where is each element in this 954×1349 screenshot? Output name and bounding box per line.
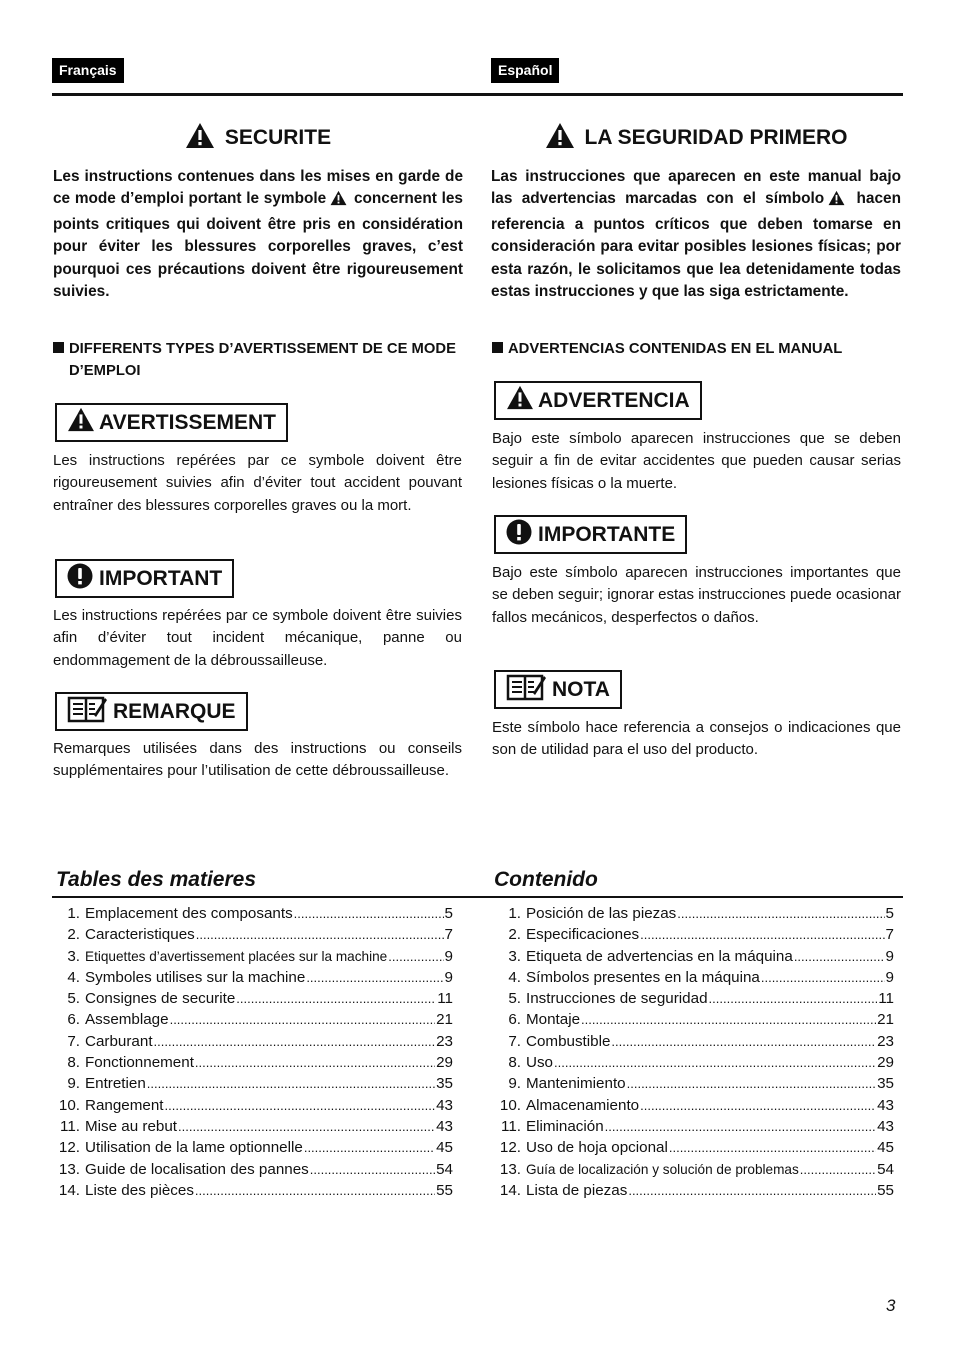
note-label-box	[55, 692, 248, 731]
important-label-text: IMPORTANTE	[538, 522, 676, 546]
exclamation-circle-icon	[67, 563, 93, 595]
toc-entry	[53, 990, 453, 1011]
warning-triangle-icon	[828, 190, 845, 213]
toc-entry-label: Emplacement des composants	[85, 905, 293, 922]
toc-entry-page: 54	[877, 1160, 894, 1178]
notebook-icon	[506, 673, 546, 707]
toc-entry-number: 4.	[508, 968, 521, 986]
toc-entry	[53, 1139, 453, 1160]
toc-entry-number: 7.	[67, 1032, 80, 1050]
toc-entry-page: 21	[877, 1011, 894, 1029]
toc-entry	[494, 1054, 894, 1075]
toc-entry-page: 43	[877, 1096, 894, 1114]
toc-entry	[494, 948, 894, 969]
note-description: Remarques utilisées dans des instructions ou conseils supplémentaires pour l’utilisation de cette débroussailleuse.	[53, 740, 462, 780]
toc-leader-dots	[154, 1034, 436, 1049]
toc-entry	[53, 1075, 453, 1096]
toc-entry	[53, 1054, 453, 1075]
toc-entry	[53, 905, 453, 926]
toc-entry-number: 12.	[58, 1139, 80, 1157]
toc-leader-dots	[611, 1034, 876, 1049]
toc-entry-page: 45	[436, 1139, 453, 1157]
toc-leader-dots	[388, 949, 443, 964]
toc-entry	[494, 1139, 894, 1160]
toc-entry	[53, 969, 453, 990]
toc-leader-dots	[236, 991, 436, 1006]
toc-leader-dots	[709, 991, 878, 1006]
toc-entry	[53, 1097, 453, 1118]
warning-label-text: ADVERTENCIA	[538, 388, 690, 412]
toc-entry-label: Eliminación	[526, 1117, 604, 1135]
important-description: Les instructions repérées par ce symbole doivent être suivies afin d’éviter tout incident mécanique, panne ou endommagement de la débroussailleuse.	[53, 607, 462, 669]
toc-entry-page: 11	[878, 990, 894, 1008]
toc-entry-number: 5.	[67, 990, 80, 1008]
safety-intro	[53, 166, 463, 303]
toc-entry-number: 1.	[508, 905, 521, 922]
toc-entry-number: 8.	[67, 1054, 80, 1072]
toc-entry-label: Caracteristiques	[85, 926, 195, 944]
note-label-text: REMARQUE	[113, 699, 236, 723]
toc-entry-label: Mantenimiento	[526, 1075, 626, 1093]
toc-entry-label: Lista de piezas	[526, 1181, 628, 1199]
toc-entry-number: 2.	[508, 926, 521, 944]
toc-entry-label: Rangement	[85, 1096, 164, 1114]
toc-entry	[53, 926, 453, 947]
notebook-icon	[67, 695, 107, 729]
toc-leader-dots	[627, 1076, 876, 1091]
exclamation-circle-icon	[506, 519, 532, 551]
note-description: Este símbolo hace referencia a consejos o indicaciones que son de utilidad para el uso del producto.	[492, 719, 901, 759]
toc-entry-page: 7	[885, 926, 894, 944]
toc-entry	[53, 1011, 453, 1032]
warning-triangle-icon	[330, 190, 347, 213]
language-tag-spanish: Español	[491, 58, 559, 83]
warning-triangle-icon	[67, 407, 95, 438]
toc-entry	[53, 1118, 453, 1139]
warning-description: Les instructions repérées par ce symbole doivent être rigoureusement suivies afin d’éviter tout accident pouvant entraîner des blessures corporelles graves ou la mort.	[53, 452, 462, 514]
toc-leader-dots	[304, 1140, 435, 1155]
safety-section-title-text: LA SEGURIDAD PRIMERO	[584, 126, 848, 149]
toc-entry-page: 35	[877, 1075, 894, 1093]
toc-entry-number: 6.	[67, 1011, 80, 1029]
toc-entry-page: 35	[436, 1075, 453, 1093]
toc-entry-label: Símbolos presentes en la máquina	[526, 968, 760, 986]
toc-entry-number: 12.	[499, 1139, 521, 1157]
toc-title-spanish: Contenido	[494, 868, 598, 891]
toc-entry-label: Posición de las piezas	[526, 905, 677, 922]
safety-intro-text-1: Les instructions contenues dans les mises en garde de ce mode d’emploi portant le symbole	[53, 168, 463, 208]
toc-entry-label: Entretien	[85, 1075, 146, 1093]
toc-entry-page: 45	[877, 1139, 894, 1157]
french-column	[53, 96, 463, 303]
toc-entry-page: 43	[436, 1117, 453, 1135]
toc-entry-number: 10.	[58, 1096, 80, 1114]
toc-entry-page: 43	[877, 1117, 894, 1135]
toc-entry-number: 14.	[58, 1181, 80, 1199]
toc-entry-label: Instrucciones de seguridad	[526, 990, 708, 1008]
toc-entry-number: 5.	[508, 990, 521, 1008]
toc-entry-number: 10.	[499, 1096, 521, 1114]
toc-leader-dots	[794, 949, 885, 964]
toc-entry-page: 9	[444, 947, 453, 965]
toc-entry-page: 9	[885, 947, 894, 965]
page-number: 3	[886, 1296, 896, 1315]
toc-entry-page: 21	[436, 1011, 453, 1029]
toc-entry-number: 13.	[499, 1160, 521, 1178]
toc-leader-dots	[669, 1140, 876, 1155]
toc-entry-page: 43	[436, 1096, 453, 1114]
toc-entry-page: 55	[436, 1181, 453, 1199]
important-description: Bajo este símbolo aparecen instrucciones importantes que se deben seguir; ignorar estas instrucciones puede ocasionar fallos mecánicos, desperfectos o daños.	[492, 564, 901, 626]
toc-entry-label: Combustible	[526, 1032, 611, 1050]
toc-leader-dots	[310, 1162, 435, 1177]
toc-entry	[494, 1097, 894, 1118]
toc-entry	[494, 905, 894, 926]
safety-intro	[491, 166, 901, 303]
toc-entry-label: Liste des pièces	[85, 1181, 194, 1199]
toc-entry-number: 11.	[501, 1117, 521, 1135]
important-label-text: IMPORTANT	[99, 566, 223, 590]
warning-types-subheading: DIFFERENTS TYPES D’AVERTISSEMENT DE CE MODE D’EMPLOI	[53, 338, 463, 382]
toc-entry-page: 23	[436, 1032, 453, 1050]
toc-entry-page: 29	[877, 1054, 894, 1072]
toc-entry-number: 3.	[67, 947, 80, 965]
toc-entry-number: 9.	[508, 1075, 521, 1093]
toc-entry	[494, 926, 894, 947]
language-tag-french: Français	[52, 58, 124, 83]
toc-entry	[494, 990, 894, 1011]
toc-leader-dots	[170, 1012, 436, 1027]
toc-entry	[494, 1033, 894, 1054]
safety-intro-text-1: Las instrucciones que aparecen en este manual bajo las advertencias marcadas con el símbolo	[491, 168, 901, 208]
warning-label-box	[55, 403, 288, 442]
toc-rule	[52, 896, 903, 898]
toc-entry-page: 5	[885, 905, 894, 922]
toc-entry-number: 13.	[58, 1160, 80, 1178]
note-label-text: NOTA	[552, 677, 610, 701]
safety-intro-text-2: concernent les points critiques qui doivent être pris en considération pour éviter les blessures corporelles graves, c’est pourquoi ces précautions doivent être rigoureusement suivies.	[53, 190, 463, 301]
toc-entry-number: 14.	[499, 1181, 521, 1199]
warning-triangle-icon	[185, 122, 215, 155]
toc-leader-dots	[640, 1098, 876, 1113]
toc-entry-label: Guía de localización y solución de problemas	[526, 1161, 799, 1177]
toc-entry-page: 7	[444, 926, 453, 944]
toc-entry-label: Mise au rebut	[85, 1117, 178, 1135]
toc-entry	[53, 1161, 453, 1182]
toc-entry	[494, 1161, 894, 1182]
toc-leader-dots	[178, 1119, 435, 1134]
square-bullet-icon	[53, 342, 64, 353]
toc-leader-dots	[147, 1076, 435, 1091]
toc-entry-label: Assemblage	[85, 1011, 169, 1029]
toc-entry	[494, 969, 894, 990]
toc-entry	[53, 1182, 453, 1203]
toc-entry-page: 11	[437, 990, 453, 1008]
warning-description: Bajo este símbolo aparecen instrucciones que se deben seguir a fin de evitar accidentes que pueden causar serias lesiones físicas o la muerte.	[492, 430, 901, 492]
toc-entry-number: 7.	[508, 1032, 521, 1050]
toc-leader-dots	[605, 1119, 876, 1134]
warning-label-box	[494, 381, 702, 420]
toc-entry-page: 54	[436, 1160, 453, 1178]
toc-leader-dots	[581, 1012, 876, 1027]
warning-triangle-icon	[506, 385, 534, 416]
toc-leader-dots	[294, 906, 444, 921]
toc-entry-page: 23	[877, 1032, 894, 1050]
warning-label-text: AVERTISSEMENT	[99, 410, 276, 434]
toc-leader-dots	[195, 1183, 435, 1198]
toc-leader-dots	[640, 927, 884, 942]
toc-entry-page: 55	[877, 1181, 894, 1199]
toc-list-french	[53, 905, 453, 1203]
warning-types-subheading: ADVERTENCIAS CONTENIDAS EN EL MANUAL	[492, 338, 918, 360]
toc-leader-dots	[677, 906, 884, 921]
toc-entry-label: Almacenamiento	[526, 1096, 640, 1114]
toc-leader-dots	[306, 970, 443, 985]
toc-entry-page: 9	[444, 968, 453, 986]
toc-entry-label: Etiqueta de advertencias en la máquina	[526, 947, 793, 965]
toc-entry-number: 1.	[67, 905, 80, 922]
toc-entry-label: Guide de localisation des pannes	[85, 1160, 309, 1178]
toc-entry-number: 6.	[508, 1011, 521, 1029]
important-label-box	[55, 559, 234, 598]
safety-section-title	[53, 118, 463, 158]
toc-entry-page: 29	[436, 1054, 453, 1072]
toc-entry-number: 4.	[67, 968, 80, 986]
safety-intro-text-2: hacen referencia a puntos críticos que deben tomarse en consideración para evitar posibles lesiones físicas; por esta razón, le solicitamos que lea detenidamente todas estas instrucciones y que las siga estrictamente.	[491, 190, 901, 301]
warning-triangle-icon	[545, 122, 575, 155]
toc-entry-label: Especificaciones	[526, 926, 640, 944]
toc-entry-number: 8.	[508, 1054, 521, 1072]
toc-entry-label: Montaje	[526, 1011, 581, 1029]
toc-title-french: Tables des matieres	[56, 868, 256, 891]
toc-entry-number: 2.	[67, 926, 80, 944]
toc-leader-dots	[165, 1098, 436, 1113]
toc-entry-page: 9	[885, 968, 894, 986]
toc-entry-page: 5	[444, 905, 453, 922]
toc-entry	[494, 1118, 894, 1139]
toc-entry-label: Uso de hoja opcional	[526, 1139, 668, 1157]
toc-entry	[53, 948, 453, 969]
square-bullet-icon	[492, 342, 503, 353]
toc-entry-label: Fonctionnement	[85, 1054, 194, 1072]
toc-entry-label: Symboles utilises sur la machine	[85, 968, 306, 986]
toc-entry-label: Utilisation de la lame optionnelle	[85, 1139, 303, 1157]
toc-entry-label: Etiquettes d’avertissement placées sur la machine	[85, 948, 388, 964]
important-label-box	[494, 515, 687, 554]
toc-entry	[494, 1011, 894, 1032]
toc-leader-dots	[628, 1183, 876, 1198]
toc-entry-label: Uso	[526, 1054, 554, 1072]
toc-entry-number: 3.	[508, 947, 521, 965]
safety-section-title-text: SECURITE	[224, 126, 332, 149]
toc-leader-dots	[195, 1055, 435, 1070]
toc-leader-dots	[196, 927, 444, 942]
toc-entry-label: Carburant	[85, 1032, 153, 1050]
toc-list-spanish	[494, 905, 894, 1203]
toc-entry-label: Consignes de securite	[85, 990, 236, 1008]
toc-entry-number: 9.	[67, 1075, 80, 1093]
toc-leader-dots	[761, 970, 885, 985]
toc-entry-number: 11.	[60, 1117, 80, 1135]
toc-leader-dots	[800, 1162, 876, 1177]
toc-entry	[494, 1182, 894, 1203]
toc-leader-dots	[554, 1055, 876, 1070]
toc-entry	[53, 1033, 453, 1054]
note-label-box	[494, 670, 622, 709]
safety-section-title	[491, 118, 901, 158]
spanish-column	[491, 96, 901, 303]
toc-entry	[494, 1075, 894, 1096]
